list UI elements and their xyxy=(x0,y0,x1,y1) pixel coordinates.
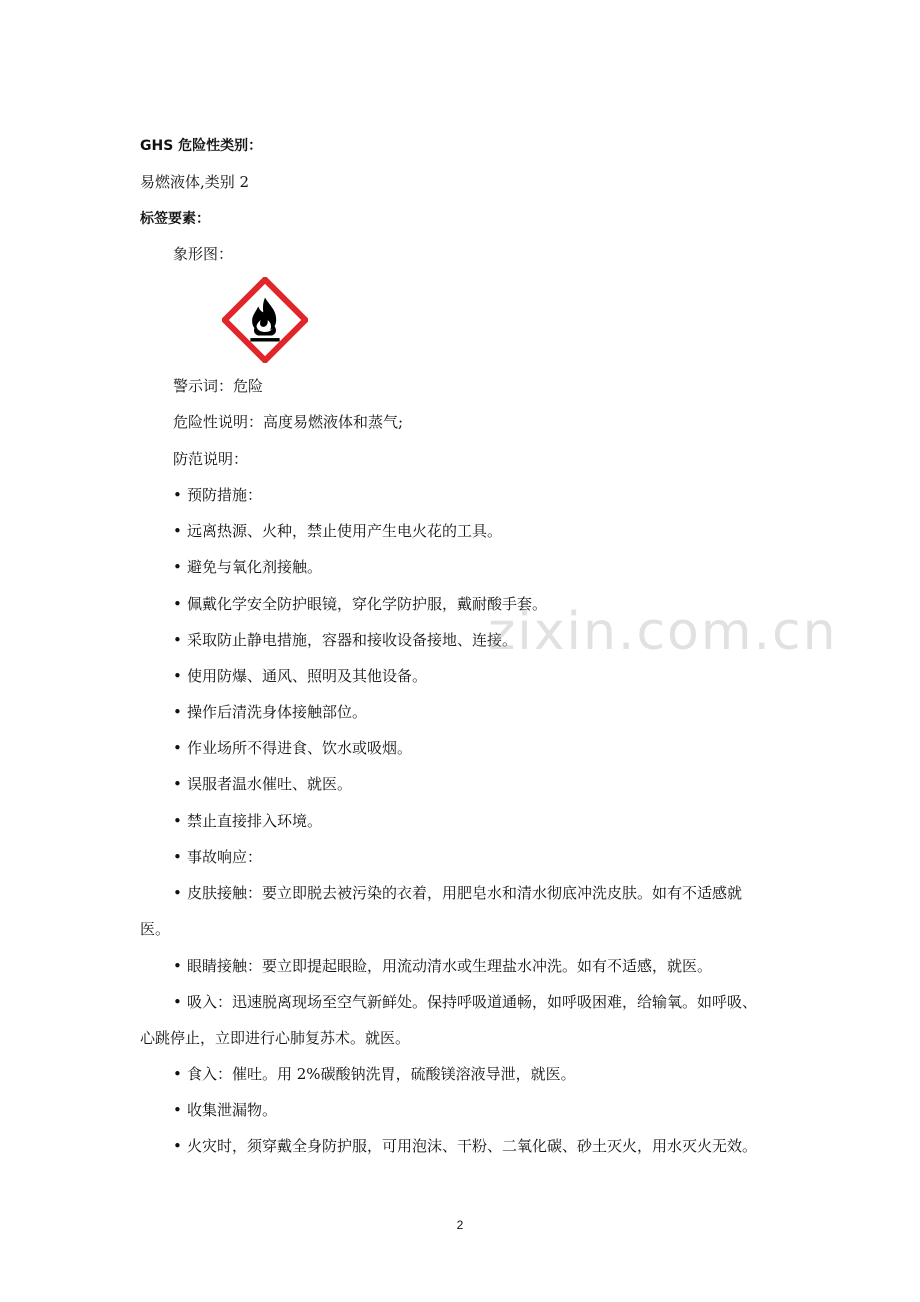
bullet-icon: • xyxy=(173,595,182,613)
list-item: • 火灾时，须穿戴全身防护服，可用泡沫、干粉、二氧化碳、砂土灭火，用水灭火无效。 xyxy=(173,1137,758,1155)
label-heading: 标签要素： xyxy=(140,211,210,227)
list-item: • 禁止直接排入环境。 xyxy=(173,812,323,830)
list-item: • 操作后清洗身体接触部位。 xyxy=(173,703,368,721)
bullet-icon: • xyxy=(173,957,182,975)
list-item: • 作业场所不得进食、饮水或吸烟。 xyxy=(173,739,413,757)
response-item-continuation: 心跳停止，立即进行心肺复苏术。就医。 xyxy=(140,1029,411,1047)
ghs-heading: GHS 危险性类别： xyxy=(140,138,263,154)
response-item: • 眼睛接触：要立即提起眼睑，用流动清水或生理盐水冲洗。如有不适感，就医。 xyxy=(173,957,713,975)
pictogram-label: 象形图： xyxy=(173,245,234,263)
list-item: • 收集泄漏物。 xyxy=(173,1101,278,1119)
list-item: • 采取防止静电措施，容器和接收设备接地、连接。 xyxy=(173,631,518,649)
list-item: • 事故响应： xyxy=(173,848,263,866)
bullet-icon: • xyxy=(173,631,182,649)
signal-word: 警示词：危险 xyxy=(173,377,264,395)
bullet-icon: • xyxy=(173,1101,182,1119)
list-item: • 佩戴化学安全防护眼镜，穿化学防护服，戴耐酸手套。 xyxy=(173,595,548,613)
response-item: • 食入：催吐。用 2%碳酸钠洗胃，硫酸镁溶液导泄，就医。 xyxy=(173,1065,576,1083)
list-item: • 使用防爆、通风、照明及其他设备。 xyxy=(173,667,428,685)
bullet-icon: • xyxy=(173,993,182,1011)
hazard-statement: 危险性说明：高度易燃液体和蒸气; xyxy=(173,413,404,431)
bullet-icon: • xyxy=(173,522,182,540)
bullet-icon: • xyxy=(173,739,182,757)
response-item: • 皮肤接触：要立即脱去被污染的衣着，用肥皂水和清水彻底冲洗皮肤。如有不适感就 xyxy=(173,884,743,902)
precaution-heading: 防范说明： xyxy=(173,450,249,468)
bullet-icon: • xyxy=(173,775,182,793)
bullet-icon: • xyxy=(173,486,182,504)
bullet-icon: • xyxy=(173,667,182,685)
bullet-icon: • xyxy=(173,848,182,866)
bullet-icon: • xyxy=(173,884,182,902)
bullet-icon: • xyxy=(173,558,182,576)
flame-pictogram-icon xyxy=(222,277,308,363)
response-item: • 吸入：迅速脱离现场至空气新鲜处。保持呼吸道通畅，如呼吸困难，给输氧。如呼吸、 xyxy=(173,993,758,1011)
page-number: 2 xyxy=(456,1218,464,1232)
bullet-icon: • xyxy=(173,1137,182,1155)
response-item-continuation: 医。 xyxy=(140,920,171,938)
list-item: • 避免与氧化剂接触。 xyxy=(173,558,323,576)
bullet-icon: • xyxy=(173,812,182,830)
ghs-class: 易燃液体,类别 2 xyxy=(140,173,250,191)
list-item: • 远离热源、火种，禁止使用产生电火花的工具。 xyxy=(173,522,503,540)
list-item: • 预防措施： xyxy=(173,486,263,504)
list-item: • 误服者温水催吐、就医。 xyxy=(173,775,353,793)
watermark: zixin.com.cn xyxy=(488,602,838,662)
bullet-icon: • xyxy=(173,703,182,721)
bullet-icon: • xyxy=(173,1065,182,1083)
